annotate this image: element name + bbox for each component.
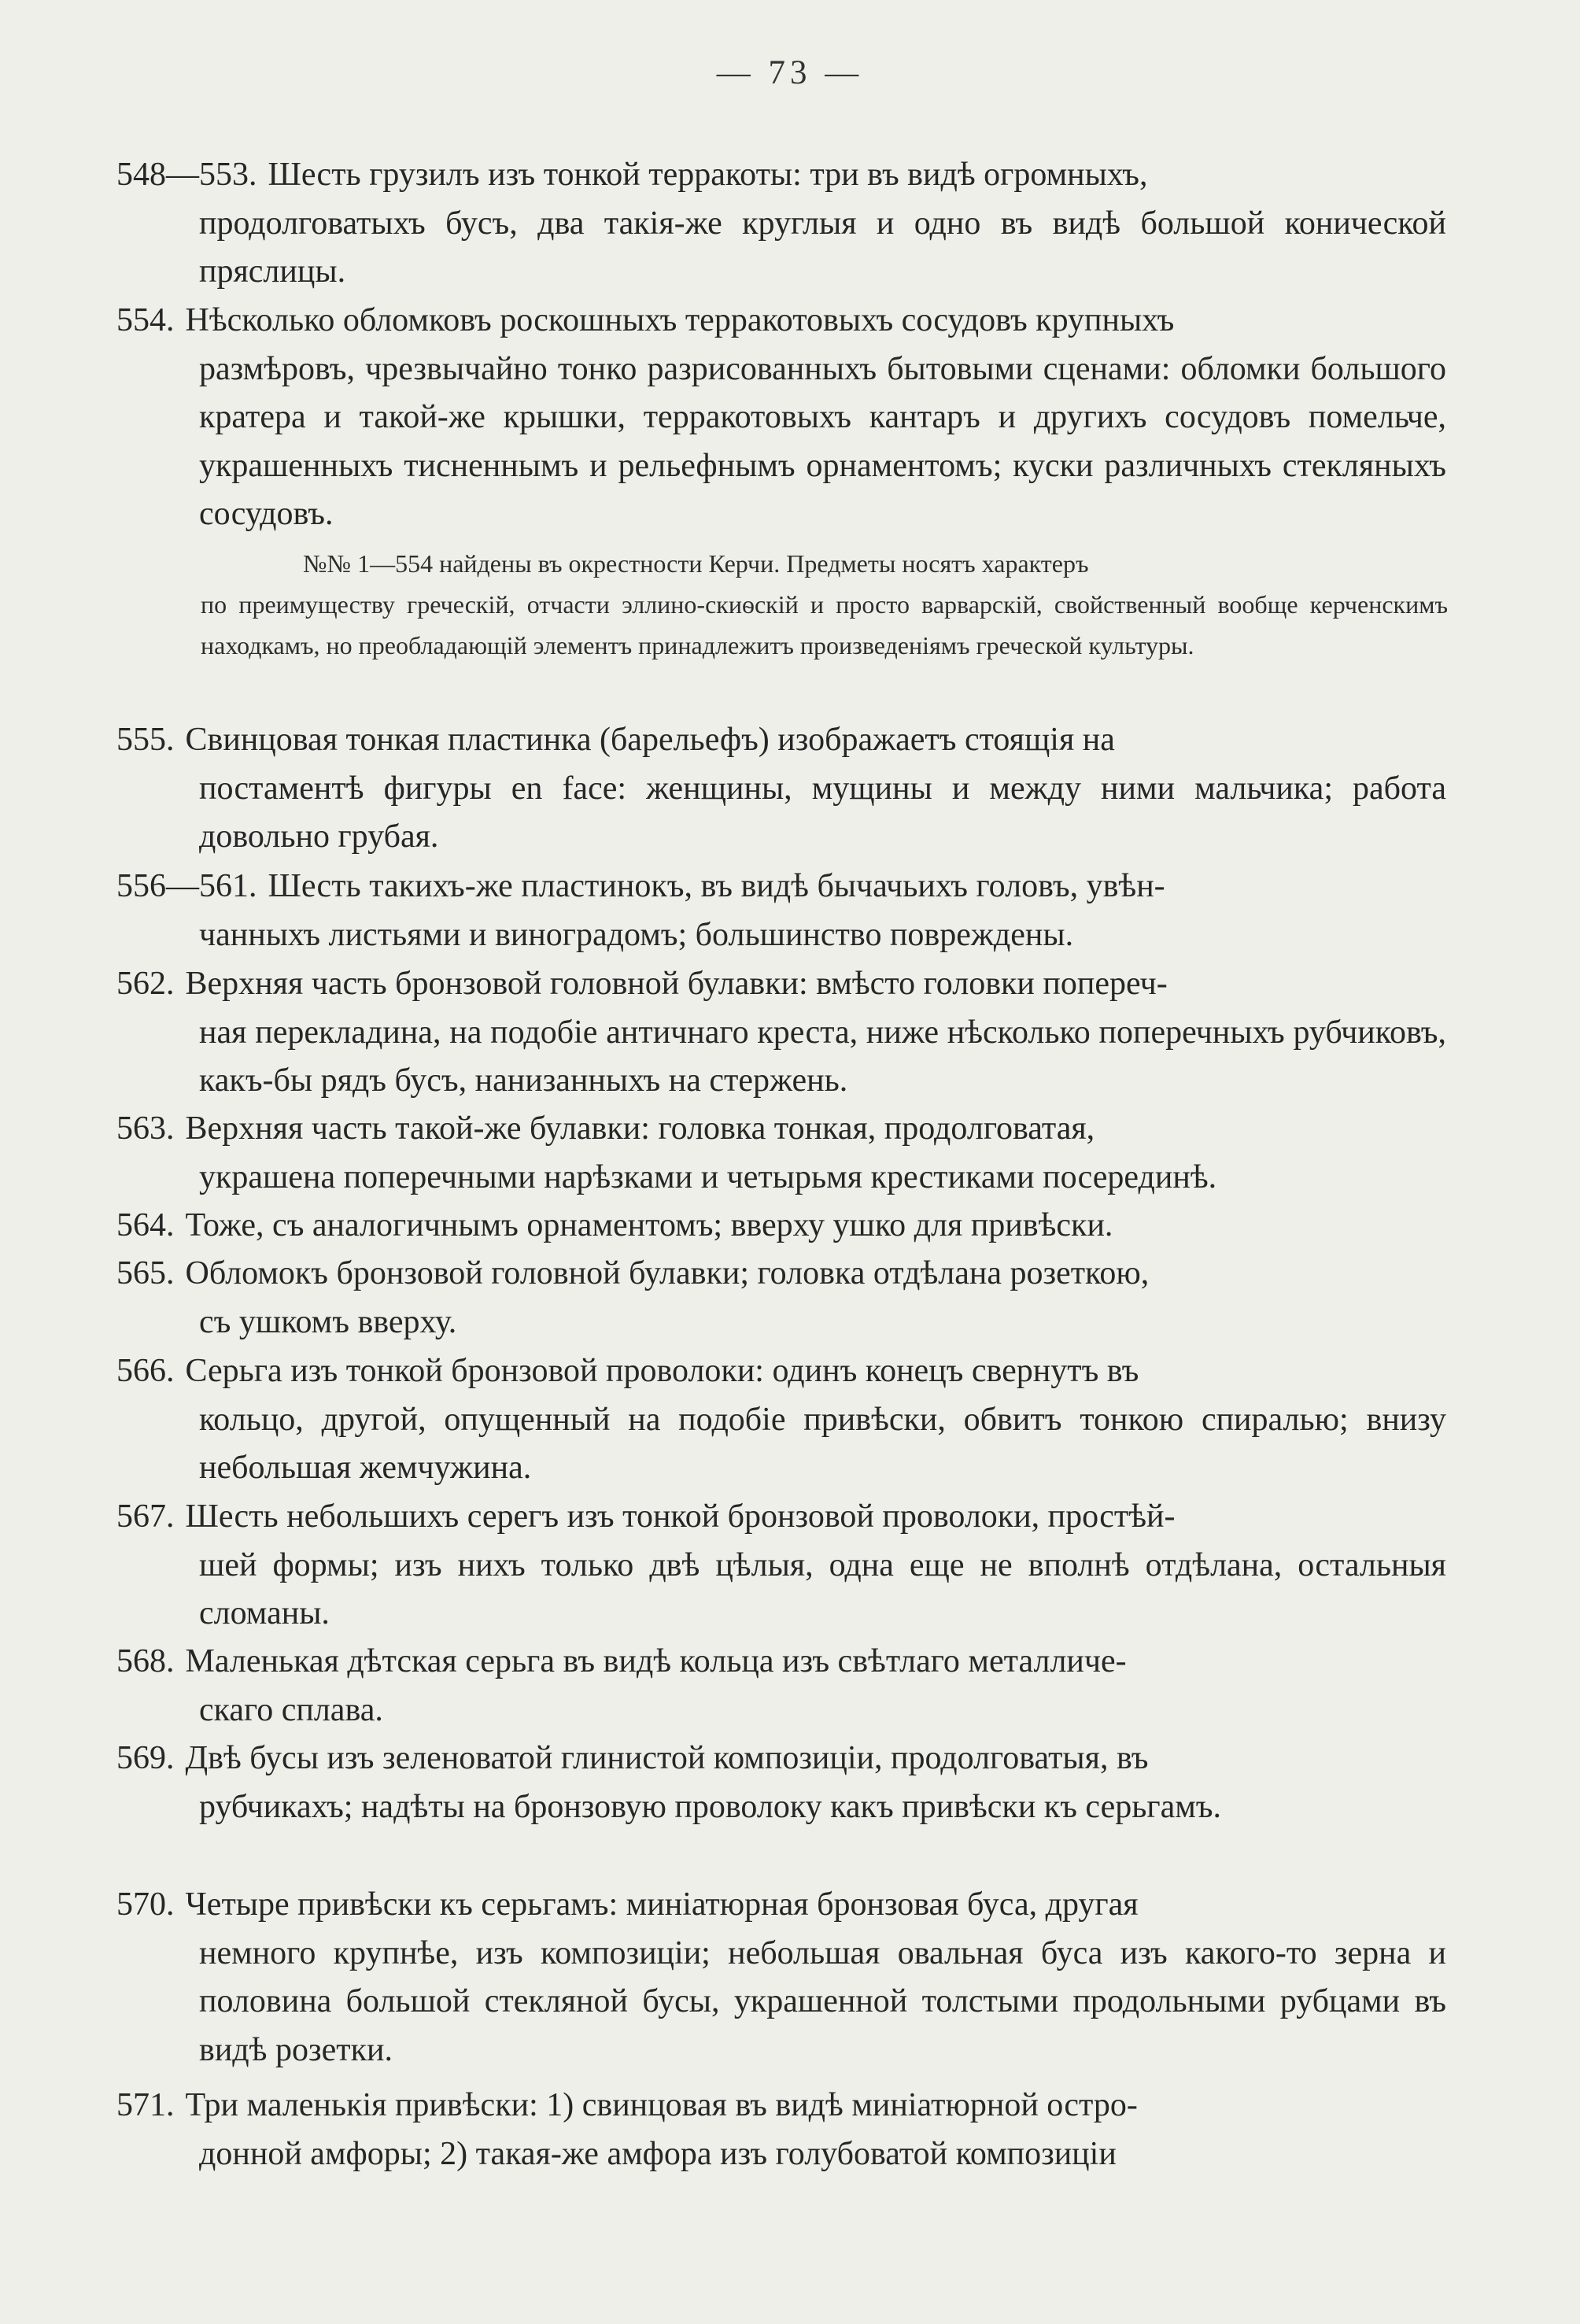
entry-number: 554.: [116, 302, 175, 338]
entry-text-rest: постаментѣ фигуры en face: женщины, мущины и между ними мальчика; работа довольно грубая.: [199, 770, 1446, 855]
entry-number: 555.: [116, 722, 175, 758]
entry-number: 563.: [116, 1110, 175, 1147]
entry-text-first: Маленькая дѣтская серьга въ видѣ кольца изъ свѣтлаго металличе-: [185, 1643, 1127, 1679]
catalog-entry-554: [116, 297, 1446, 539]
entry-text-rest: рубчикахъ; надѣты на бронзовую проволоку какъ привѣски къ серьгамъ.: [199, 1788, 1222, 1825]
entry-text-first: Верхняя часть такой-же булавки: головка тонкая, продолговатая,: [185, 1110, 1095, 1147]
entry-number: 569.: [116, 1740, 175, 1776]
entry-text-rest: донной амфоры; 2) такая-же амфора изъ голубоватой композиціи: [199, 2135, 1117, 2172]
entry-text-rest: чанныхъ листьями и виноградомъ; большинство повреждены.: [199, 916, 1074, 953]
catalog-entry-566: [116, 1347, 1446, 1493]
catalog-entry-548-553: [116, 151, 1446, 297]
entry-number: 567.: [116, 1498, 175, 1535]
entry-text-first: Свинцовая тонкая пластинка (барельефъ) изображаетъ стоящія на: [185, 722, 1115, 758]
catalog-entry-562: [116, 960, 1446, 1106]
entry-number: 566.: [116, 1353, 175, 1389]
page-number: — 73 —: [716, 54, 864, 91]
entry-number: 568.: [116, 1643, 175, 1679]
catalog-entry-569: [116, 1735, 1446, 1831]
entry-text-rest: продолговатыхъ бусъ, два такія-же круглыя и одно въ видѣ большой конической пряслицы.: [199, 205, 1446, 290]
entry-number: 565.: [116, 1255, 175, 1291]
catalog-entry-555: [116, 716, 1446, 862]
entry-number: 548—553.: [116, 157, 257, 193]
entry-text-first: Двѣ бусы изъ зеленоватой глинистой композиціи, продолговатыя, въ: [185, 1740, 1149, 1776]
entry-text-rest: немного крупнѣе, изъ композиціи; небольшая овальная буса изъ какого-то зерна и половина большой стекляной бусы, украшенной толстыми продольными рубцами въ видѣ розетки.: [199, 1934, 1446, 2068]
entry-text-first: Тоже, съ аналогичнымъ орнаментомъ; вверху ушко для привѣски.: [185, 1207, 1113, 1243]
provenance-note: [201, 543, 1448, 666]
entry-number: 562.: [116, 966, 175, 1002]
entry-text-rest: украшена поперечными нарѣзками и четырьмя крестиками посерединѣ.: [199, 1158, 1217, 1195]
catalog-entry-556-561: [116, 863, 1446, 959]
entry-text-rest: ная перекладина, на подобіе античнаго креста, ниже нѣсколько поперечныхъ рубчиковъ, какъ-бы рядъ бусъ, нанизанныхъ на стержень.: [199, 1014, 1446, 1099]
entry-number: 571.: [116, 2087, 175, 2123]
entry-text-first: Три маленькія привѣски: 1) свинцовая въ видѣ миніатюрной остро-: [185, 2087, 1138, 2123]
catalog-entry-567: [116, 1493, 1446, 1639]
entry-text-first: Шесть такихъ-же пластинокъ, въ видѣ бычачьихъ головъ, увѣн-: [268, 868, 1165, 904]
entry-text-first: Шесть небольшихъ серегъ изъ тонкой бронзовой проволоки, простѣй-: [185, 1498, 1176, 1535]
note-text-rest: по преимуществу греческій, отчасти эллино-скиѳскій и просто варварскій, свойственный вообще керченскимъ находкамъ, но преобладающій элементъ принадлежитъ произведеніямъ греческой культуры.: [201, 590, 1448, 660]
entry-text-rest: скаго сплава.: [199, 1691, 383, 1728]
catalog-entry-565: [116, 1250, 1446, 1347]
entry-number: 556—561.: [116, 868, 257, 904]
entry-text-first: Серьга изъ тонкой бронзовой проволоки: одинъ конецъ свернутъ въ: [185, 1353, 1139, 1389]
entry-number: 570.: [116, 1886, 175, 1923]
entry-text-first: Верхняя часть бронзовой головной булавки: вмѣсто головки попереч-: [185, 966, 1168, 1002]
entry-text-rest: шей формы; изъ нихъ только двѣ цѣлыя, одна еще не вполнѣ отдѣлана, остальныя сломаны.: [199, 1546, 1446, 1631]
entry-number: 564.: [116, 1207, 175, 1243]
catalog-entry-564: [116, 1202, 1446, 1251]
entry-text-first: Четыре привѣски къ серьгамъ: миніатюрная бронзовая буса, другая: [185, 1886, 1139, 1923]
entry-text-rest: кольцо, другой, опущенный на подобіе привѣски, обвитъ тонкою спиралью; внизу небольшая жемчужина.: [199, 1401, 1446, 1486]
catalog-entry-571: [116, 2082, 1446, 2178]
note-text-first: №№ 1—554 найдены въ окрестности Керчи. Предметы носятъ характеръ: [303, 549, 1089, 578]
catalog-entry-568: [116, 1638, 1446, 1735]
entry-text-first: Шесть грузилъ изъ тонкой терракоты: три въ видѣ огромныхъ,: [268, 157, 1148, 193]
catalog-entry-563: [116, 1105, 1446, 1202]
entry-text-first: Обломокъ бронзовой головной булавки; головка отдѣлана розеткою,: [185, 1255, 1150, 1291]
entry-text-first: Нѣсколько обломковъ роскошныхъ терракотовыхъ сосудовъ крупныхъ: [185, 302, 1175, 338]
catalog-entry-570: [116, 1881, 1446, 2075]
entry-text-rest: съ ушкомъ вверху.: [199, 1303, 457, 1340]
entry-text-rest: размѣровъ, чрезвычайно тонко разрисованныхъ бытовыми сценами: обломки большого кратера и такой-же крышки, терракотовыхъ кантаръ и другихъ сосудовъ помельче, украшенныхъ тисненнымъ и рельефнымъ орнаментомъ; куски различныхъ стекляныхъ сосудовъ.: [199, 350, 1446, 532]
